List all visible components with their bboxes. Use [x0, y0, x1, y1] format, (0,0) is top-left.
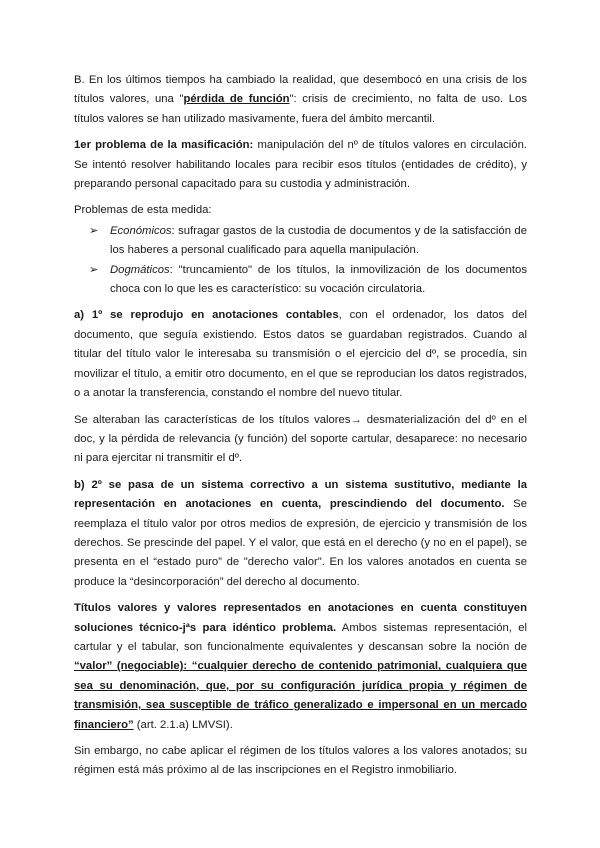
- step-a-text: , con el ordenador, los datos del documento, que seguía existiendo. Estos datos se guardaban registrados. Cuando al titular del título valor le interesaba su transmisión o el ejercicio del dº, se procedía, sin movilizar el título, a emitir otro documento, en el que se reproducian los datos registrados, o a anotar la transferencia, constando el nombre del nuevo titular.: [74, 309, 527, 400]
- paragraph-regimen: Sin embargo, no cabe aplicar el régimen de los títulos valores a los valores anotados; su régimen está más próximo al de las inscripciones en el Registro inmobiliario.: [74, 745, 527, 777]
- paragraph-sistema-sustitutivo: [74, 476, 527, 592]
- list-item-term: Económicos: [110, 224, 172, 237]
- paragraph-valor-negociable: [74, 599, 527, 735]
- list-item-dogmaticos: [89, 261, 527, 300]
- paragraph-anotaciones-contables: [74, 306, 527, 403]
- list-item-text: : "truncamiento" de los títulos, la inmovilización de los documentos choca con lo que les es característico: su vocación circulatoria.: [110, 263, 527, 296]
- valor-definition-quote: “valor” (negociable): “cualquier derecho de contenido patrimonial, cualquiera que sea su denominación, que, por su configuración jurídica propia y régimen de transmisión, sea susceptible de tráfico generalizado e impersonal en un mercado financiero”: [74, 660, 527, 731]
- step-a-heading: a) 1º se reprodujo en anotaciones contables: [74, 309, 339, 322]
- problems-list: [74, 222, 527, 300]
- arrow-bullet-icon: ➢: [89, 224, 99, 237]
- step-b-text: Se reemplaza el título valor por otros medios de expresión, de ejercicio y transmisión de los derechos. Se prescinde del papel. Y el valor, que está en el derecho (y no en el papel), se presenta en el “estado puro” de "derecho valor". En los valores anotados en cuenta se produce la “desincorporación” del derecho al documento.: [74, 498, 527, 588]
- step-b-heading: b) 2º se pasa de un sistema correctivo a un sistema sustitutivo, mediante la representación en anotaciones en cuenta, prescindiendo del documento.: [74, 478, 527, 511]
- paragraph-crisis: [74, 71, 527, 129]
- first-problem-heading: 1er problema de la masificación:: [74, 139, 254, 152]
- paragraph-first-problem: [74, 136, 527, 194]
- list-item-economicos: [89, 222, 527, 261]
- paragraph-crisis-text-b: ": crisis de crecimiento, no falta de uso. Los títulos valores se han utilizado masivamente, fuera del ámbito mercantil.: [74, 93, 527, 125]
- paragraph-desmaterializacion: Se alteraban las características de los títulos valores→ desmaterialización del dº en el doc, y la pérdida de relevancia (y función) del soporte cartular, desaparece: no necesario ni para ejercitar ni transmitir el dº.: [74, 413, 527, 465]
- equivalence-text: Ambos sistemas representación, el cartular y el tabular, son funcionalmente equivalentes y descansan sobre la noción de: [74, 621, 527, 653]
- list-item-text: : sufragar gastos de la custodia de documentos y de la satisfacción de los haberes a personal cualificado para aquella manipulación.: [110, 224, 527, 257]
- perdida-de-funcion-term: pérdida de función: [183, 93, 290, 106]
- paragraph-crisis-text-a: B. En los últimos tiempos ha cambiado la realidad, que desembocó en una crisis de los títulos valores, una ": [74, 74, 527, 106]
- list-item-term: Dogmáticos: [110, 263, 170, 276]
- first-problem-text: manipulación del nº de títulos valores en circulación. Se intentó resolver habilitando locales para recibir esos títulos (entidades de crédito), y preparando personal capacitado para su custodia y administración.: [74, 139, 527, 191]
- paragraph-problems-intro: Problemas de esta medida:: [74, 204, 212, 217]
- equivalence-heading: Títulos valores y valores representados en anotaciones en cuenta constituyen soluciones técnico-jªs para idéntico problema.: [74, 602, 527, 634]
- legal-citation: (art. 2.1.a) LMVSI).: [133, 718, 233, 731]
- arrow-bullet-icon: ➢: [89, 263, 99, 276]
